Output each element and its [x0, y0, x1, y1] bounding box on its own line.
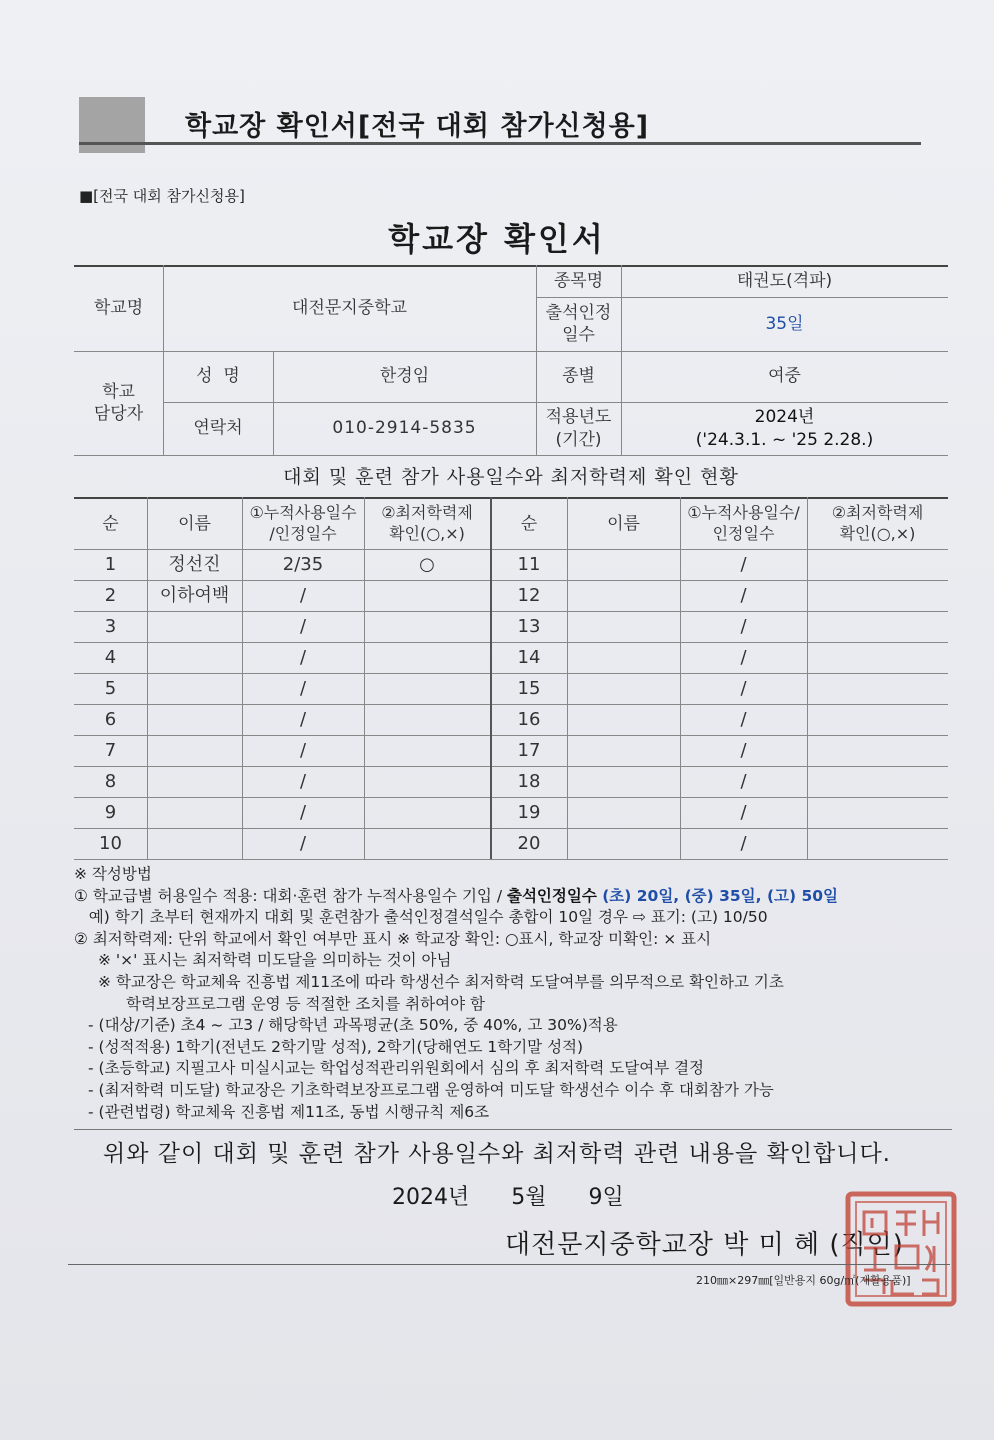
- row-check-left: [364, 735, 490, 766]
- row-check-left: [364, 580, 490, 611]
- row-check-right: [807, 797, 948, 828]
- col-header-no: 순: [102, 513, 119, 534]
- row-name-left: 정선진: [168, 553, 221, 575]
- period-value: ('24.3.1. ~ '25 2.28.): [695, 429, 874, 450]
- info-line: [74, 455, 948, 456]
- row-name-right: [567, 673, 680, 704]
- row-check-right: [807, 735, 948, 766]
- row-no-right: 11: [517, 553, 541, 575]
- row-name-right: [567, 549, 680, 580]
- row-check-left: [364, 704, 490, 735]
- row-days-left: /: [299, 832, 307, 854]
- col-header-days-2: ①누적사용일수/ 인정일수: [687, 503, 800, 543]
- row-no-left: 3: [104, 615, 117, 637]
- row-check-left: [364, 828, 490, 859]
- attendance-days-value: 35일: [765, 313, 804, 334]
- row-no-right: 16: [517, 708, 541, 730]
- header-title: 학교장 확인서[전국 대회 참가신청용]: [185, 111, 650, 142]
- note-1-example: 예) 학기 초부터 현재까지 대회 및 훈련참가 출석인정결석일수 총합이 10일 경우 ⇨ 표기: (고) 10/50: [74, 908, 768, 927]
- row-check-right: [807, 704, 948, 735]
- bottom-rule: [68, 1264, 950, 1265]
- row-name-left: [147, 828, 242, 859]
- row-name-left: 이하여백: [159, 584, 230, 606]
- row-no-left: 9: [104, 801, 117, 823]
- row-check-left: ○: [419, 553, 435, 575]
- year-label: 적용년도 (기간): [545, 407, 612, 450]
- year-value-cell: [621, 402, 948, 455]
- row-name-right: [567, 766, 680, 797]
- row-no-right: 13: [517, 615, 541, 637]
- notes-rule: [74, 1129, 952, 1130]
- row-days-left: /: [299, 801, 307, 823]
- note-2: ② 최저학력제: 단위 학교에서 확인 여부만 표시 ※ 학교장 확인: ○표시, 학교장 미확인: × 표시: [74, 929, 712, 948]
- row-days-right: /: [740, 708, 747, 730]
- row-days-left: /: [299, 770, 307, 792]
- row-check-left: [364, 797, 490, 828]
- row-name-right: [567, 704, 680, 735]
- category-value: 여중: [768, 366, 801, 387]
- row-check-right: [807, 642, 948, 673]
- row-no-right: 19: [517, 801, 541, 823]
- row-check-right: [807, 673, 948, 704]
- principal-signature: 대전문지중학교장 박 미 혜 (직인): [505, 1230, 904, 1260]
- row-days-right: /: [740, 584, 747, 606]
- year-value: 2024년: [754, 407, 815, 428]
- row-check-right: [807, 580, 948, 611]
- row-days-left: /: [299, 677, 307, 699]
- contact-label: 연락처: [193, 418, 243, 439]
- row-days-left: /: [299, 739, 307, 761]
- notes-heading: ※ 작성방법: [74, 865, 152, 883]
- note-1-text: ① 학교급별 허용일수 적용: 대회·훈련 참가 누적사용일수 기입 /: [74, 886, 507, 905]
- row-name-left: [147, 766, 242, 797]
- row-no-left: 7: [104, 739, 117, 761]
- row-check-right: [807, 828, 948, 859]
- contact-value: 010-2914-5835: [332, 418, 477, 439]
- row-name-left: [147, 735, 242, 766]
- staff-name-value: 한경임: [379, 366, 430, 387]
- row-name-right: [567, 828, 680, 859]
- row-days-right: /: [740, 770, 747, 792]
- category-label: 종별: [562, 366, 595, 387]
- confirmation-text: 위와 같이 대회 및 훈련 참가 사용일수와 최저학력 관련 내용을 확인합니다.: [103, 1141, 891, 1167]
- staff-name-label: 성 명: [196, 366, 240, 387]
- row-no-left: 2: [104, 584, 117, 606]
- sport-label: 종목명: [553, 270, 604, 291]
- header-rule: [79, 142, 921, 145]
- col-header-no-2: 순: [520, 513, 538, 534]
- col-header-days: ①누적사용일수 /인정일수: [249, 503, 357, 543]
- note-3: ※ '×' 표시는 최저학력 미도달을 의미하는 것이 아님: [98, 951, 452, 970]
- row-name-left: [147, 797, 242, 828]
- row-no-left: 5: [104, 677, 117, 699]
- paper-spec: 210㎜×297㎜[일반용지 60g/㎡(재활용품)]: [696, 1274, 911, 1287]
- row-days-left: /: [299, 646, 307, 668]
- staff-label: 학교 담당자: [93, 381, 144, 424]
- instructions: [74, 864, 964, 1123]
- row-check-right: [807, 549, 948, 580]
- form-type-note: ■[전국 대회 참가신청용]: [79, 187, 245, 205]
- row-name-right: [567, 735, 680, 766]
- section-title: 대회 및 훈련 참가 사용일수와 최저학력제 확인 현황: [283, 466, 739, 488]
- row-name-left: [147, 673, 242, 704]
- document-title: 학교장 확인서: [388, 220, 606, 258]
- row-no-right: 15: [517, 677, 541, 699]
- note-4: ※ 학교장은 학교체육 진흥법 제11조에 따라 학생선수 최저학력 도달여부를 의무적으로 확인하고 기초: [98, 972, 784, 991]
- row-days-right: /: [740, 739, 747, 761]
- row-check-left: [364, 766, 490, 797]
- col-header-check-2: ②최저학력제 확인(○,×): [831, 503, 924, 543]
- note-8: - (초등학교) 지필고사 미실시교는 학업성적관리위원회에서 심의 후 최저학력 도달여부 결정: [88, 1059, 705, 1078]
- row-no-right: 14: [517, 646, 541, 668]
- row-days-left: /: [299, 615, 307, 637]
- note-1-blue: (초) 20일, (중) 35일, (고) 50일: [596, 886, 839, 905]
- row-name-right: [567, 642, 680, 673]
- row-no-left: 4: [104, 646, 117, 668]
- row-name-right: [567, 580, 680, 611]
- row-days-right: /: [740, 832, 747, 854]
- row-days-right: /: [740, 615, 747, 637]
- row-no-right: 18: [517, 770, 541, 792]
- note-9: - (최저학력 미도달) 학교장은 기초학력보장프로그램 운영하여 미도달 학생선수 이수 후 대회참가 가능: [88, 1080, 774, 1099]
- school-name-value: 대전문지중학교: [292, 297, 407, 318]
- row-name-right: [567, 797, 680, 828]
- row-no-right: 20: [517, 832, 541, 854]
- row-days-right: /: [740, 801, 747, 823]
- col-header-name: 이름: [178, 513, 211, 534]
- row-no-left: 6: [104, 708, 117, 730]
- row-days-left: 2/35: [282, 553, 324, 575]
- row-no-right: 17: [517, 739, 541, 761]
- row-days-right: /: [740, 677, 747, 699]
- attendance-days-label: 출석인정 일수: [545, 302, 612, 345]
- row-days-right: /: [740, 646, 747, 668]
- col-header-name-2: 이름: [607, 513, 640, 534]
- row-no-right: 12: [517, 584, 541, 606]
- row-name-left: [147, 642, 242, 673]
- note-6: - (대상/기준) 초4 ~ 고3 / 해당학년 과목평균(초 50%, 중 40%, 고 30%)적용: [88, 1016, 618, 1035]
- row-check-right: [807, 611, 948, 642]
- row-check-left: [364, 673, 490, 704]
- row-no-left: 1: [104, 553, 117, 575]
- row-name-right: [567, 611, 680, 642]
- row-no-left: 10: [99, 832, 122, 854]
- sport-value: 태권도(격파): [736, 270, 833, 291]
- row-name-left: [147, 611, 242, 642]
- row-days-right: /: [740, 553, 747, 575]
- note-5: 학력보장프로그램 운영 등 적절한 조치를 취하여야 함: [126, 994, 485, 1013]
- row-check-left: [364, 642, 490, 673]
- row-days-left: /: [299, 584, 307, 606]
- issue-date: 2024년 5월 9일: [392, 1185, 624, 1210]
- note-1-bold: 출석인정일수: [506, 886, 597, 905]
- school-name-label: 학교명: [93, 297, 144, 318]
- note-10: - (관련법령) 학교체육 진흥법 제11조, 동법 시행규칙 제6조: [88, 1102, 490, 1121]
- row-no-left: 8: [104, 770, 117, 792]
- row-name-left: [147, 704, 242, 735]
- row-check-left: [364, 611, 490, 642]
- status-bottom-rule: [74, 859, 948, 860]
- col-header-check: ②최저학력제 확인(○,×): [381, 503, 473, 543]
- row-days-left: /: [299, 708, 307, 730]
- official-seal-stamp: [842, 1188, 960, 1310]
- row-check-right: [807, 766, 948, 797]
- note-1: [74, 886, 964, 908]
- note-7: - (성적적용) 1학기(전년도 2학기말 성적), 2학기(당해연도 1학기말 성적): [88, 1037, 584, 1056]
